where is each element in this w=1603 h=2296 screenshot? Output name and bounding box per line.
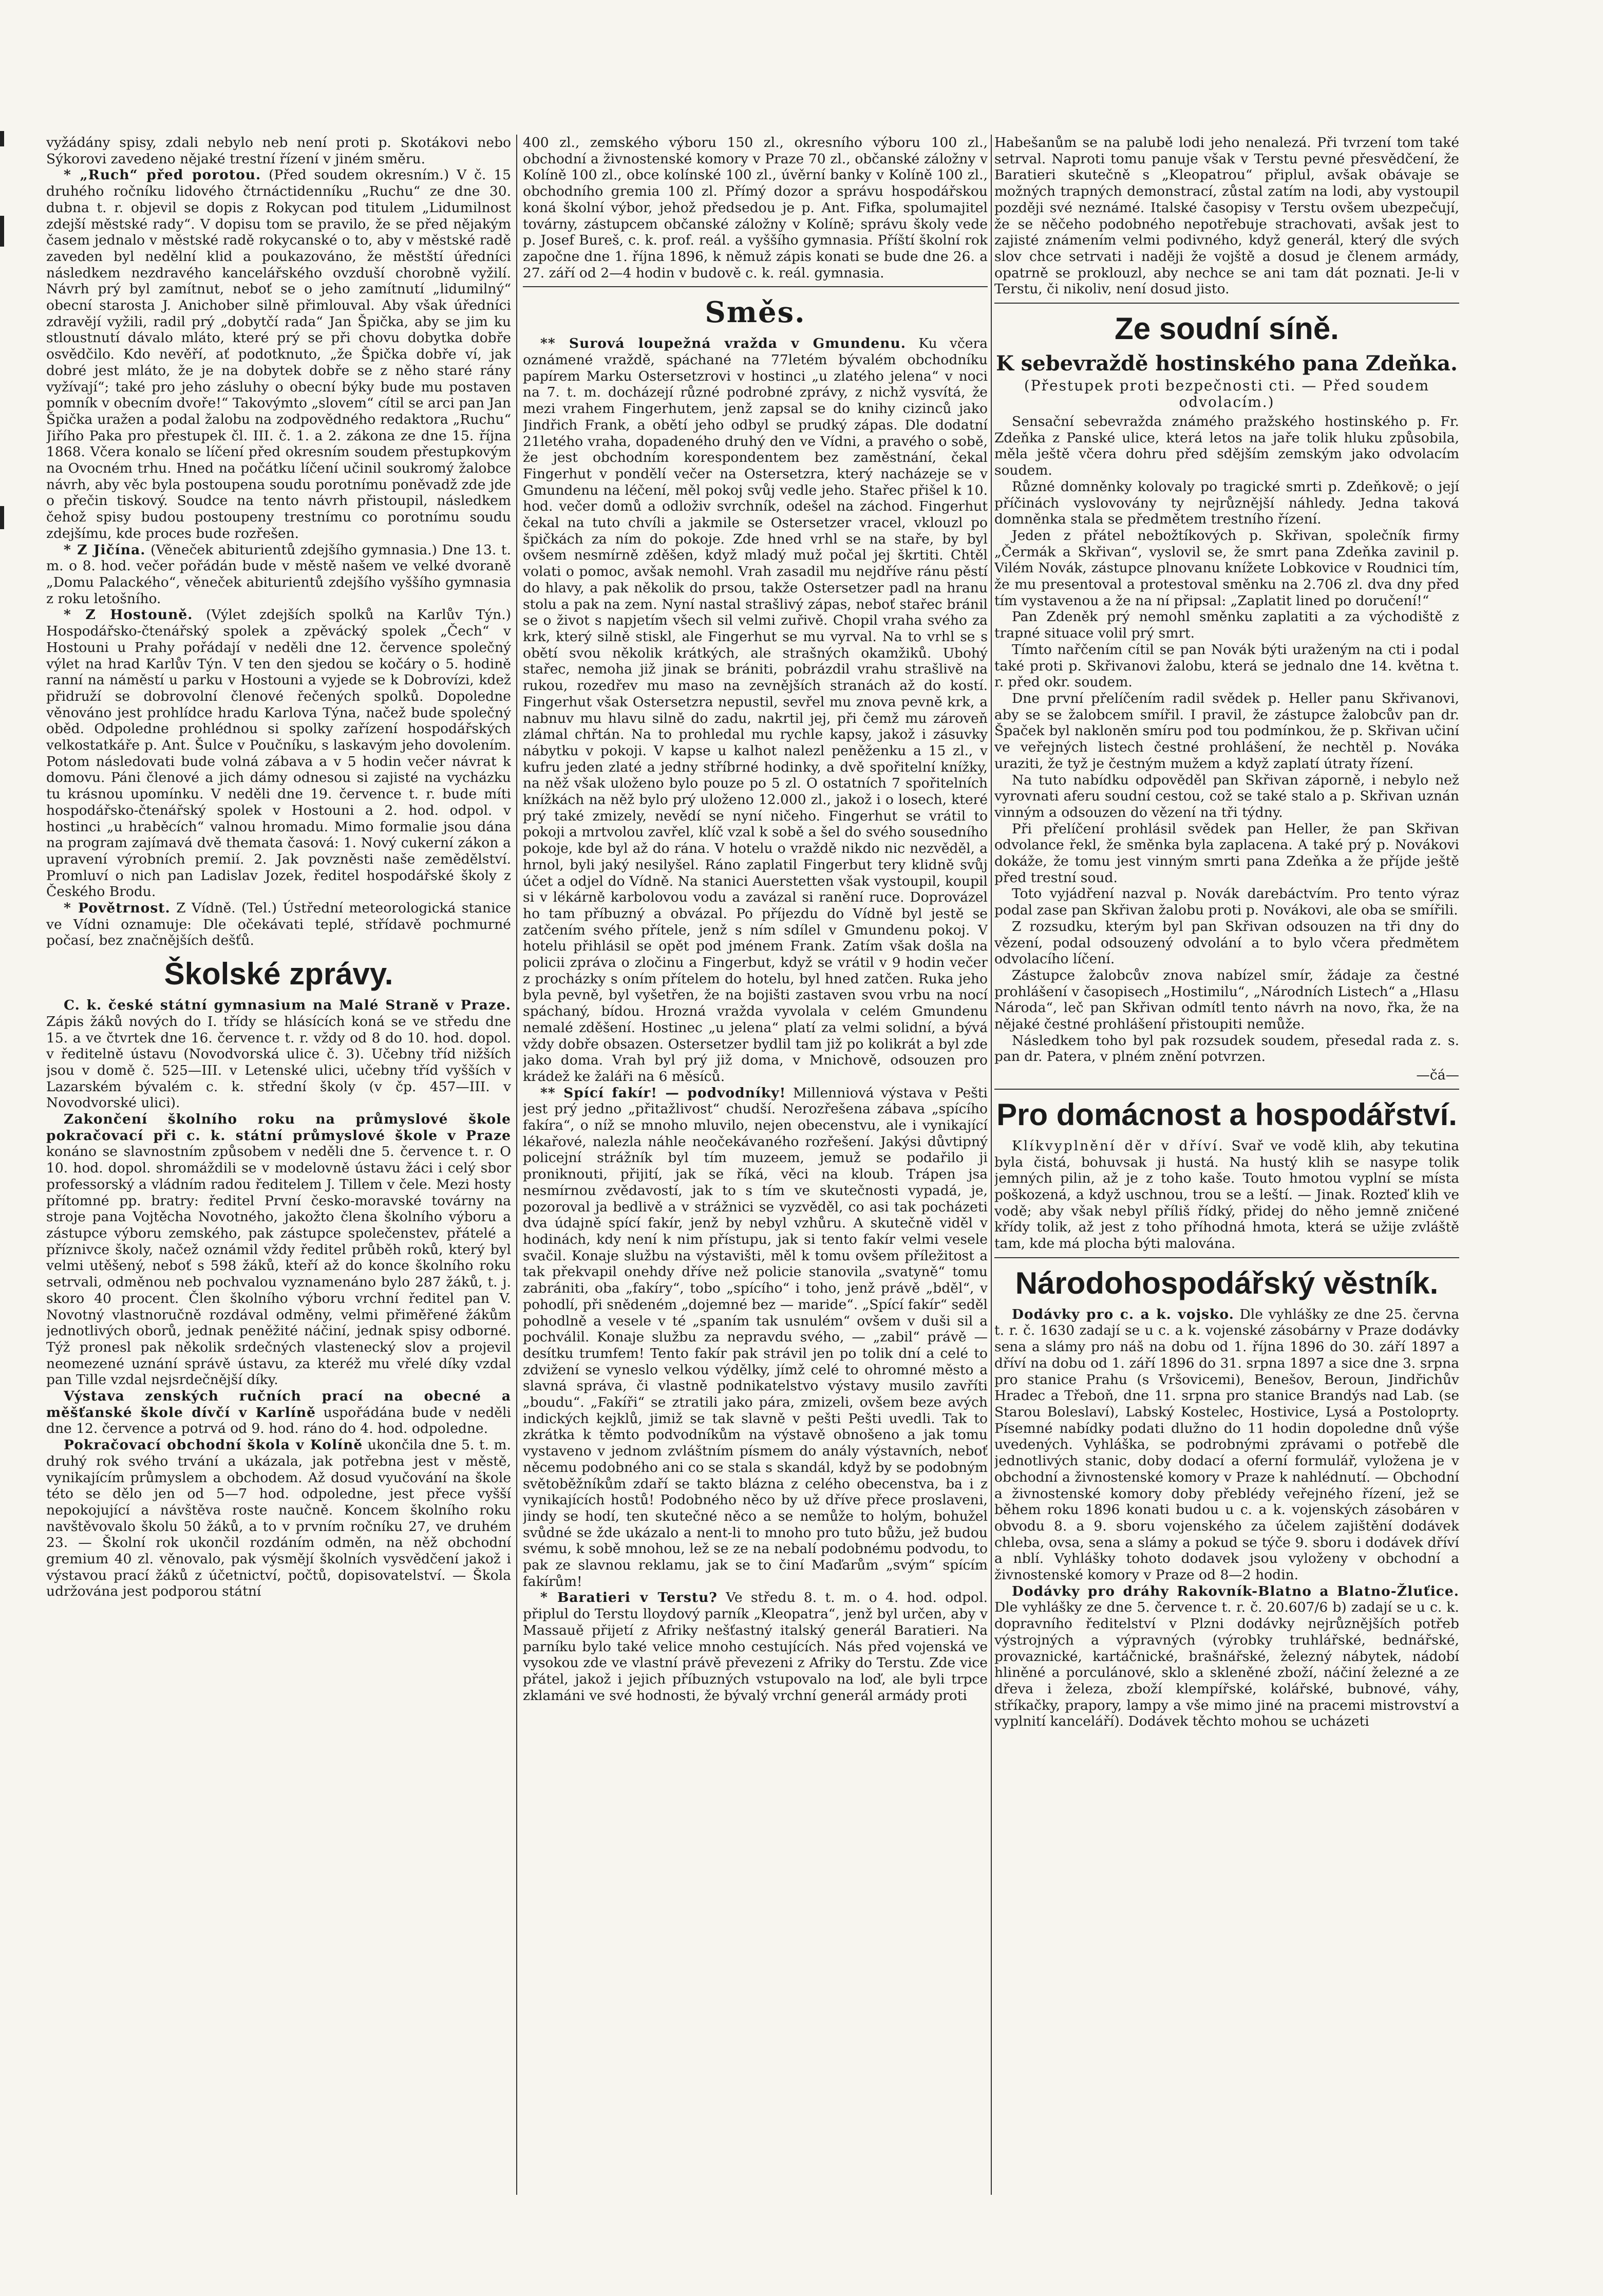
news-item [523, 1590, 988, 1704]
item-body: Ku včera oznámené vraždě, spáchané na 77letém bývalém obchodníku papírem Marku Ostersetzrovi v hostinci „u zlatého jelena“ v noci na 7. t. m. docházejí různé podrobné zprávy, z nichž vysvítá, že mezi vrahem Fingerhutem, jenž zapsal se do knihy cizinců jako Jindřich Frank, a obětí jeho odbyl se prudký zápas. Dle dodatní 21letého vraha, dopadeného druhý den ve Vídni, a pravého o sobě, že jest obchodním korespondentem bez zaměstnání, čekal Fingerhut v pondělí večer na Ostersetzra, který nacházeje se v Gmundenu na léčení, měl pokoj svůj vedle jeho. Stařec přišel k 10. hod. večer domů a odloživ svrchník, odešel na záchod. Fingerhut čekal na tuto chvíli a jakmile se Ostersetzer vracel, vklouzl po špičkách za ním do pokoje. Zde hned vrhl se na staře, by byl ovšem nesmírně zděšen, když mladý muž počal jej škrtiti. Chtěl volati o pomoc, avšak nemohl. Vrah zasadil mu nejdříve ránu pěstí do hlavy, a pak několik do prsou, takže Ostersetzer padl na hranu stolu a pak na zem. Nyní nastal strašlivý zápas, neboť stařec bránil se o život s napjetím všech sil velmi zuřivě. Chopil vraha svého za krk, který silně stiskl, ale Fingerhut se mu vyrval. Na to vrhl se s obětí svou několik krátkých, ale strašných okamžiků. Ubohý stařec, nemoha již jinak se brániti, pobrázdil vrahu strašlivě na rukou, rozedřev mu maso na zevnějších stranách až do kostí. Fingerhut však Ostersetzra nepustil, sevřel mu znova pevně krk, a nabnuv mu hlavu silně do zadu, nakrtil jej, při čemž mu zároveň zlámal chřtán. Na to prohledal mu rychle kapsy, jakož i zásuvky nábytku v pokoji. V kapse u kalhot nalezl peněženku a 15 zl., v kufru jeden zlaté a jedny stříbrné hodinky, a dvě spořitelní knížky, na něž však uloženo bylo pouze po 5 zl. O ostatních 7 spořitelních knížkách na něž bylo prý uloženo 12.000 zl., jakož i o losech, které prý také zmizely, nevědí se nyní ničeho. Fingerhut se vrátil to pokoji a mrtvolou zavřel, klíč vzal k sobě a šel do svého sousedního pokoje, kde byl až do rána. V hotelu o vraždě nikdo nic nezvěděl, a hrnol, byli jaký nesilyšel. Ráno zaplatil Fingerbut tery klidně svůj účet a odjel do Vídně. Na stanici Auerstetten však vystoupil, koupil si v lékárně karbolovou vodu a zavázal si ranění ruce. Doprovázel ho tam příbuzný a obvázal. Po příjezdu do Vídně byl jestě se zatčením svého přítele, jenž s ním sdílel v Gmundenu pokoj. V hotelu přihlásil se opět pod jménem Frank. Zatím však došla na policii zpráva o zločinu a Fingerbut, když se vrátil v 9 hodin večer z procházky s oním přítelem do hotelu, byl hned zatčen. Ruka jeho byla pevně, byl vyšetřen, že na bojišti zastaven svou vrbu na nocí spáchaný, bídou. Hrozná vražda vyvolala v celém Gmundenu nemalé zděšení. Hostinec „u jelena“ platí za velmi solidní, a bývá vždy dobře obsazen. Ostersetzer bydlil tam již po kolikrát a byl zde jako doma. Vrah byl prý již doma, v Mnichově, odsouzen pro krádež ke žaláři na 6 měsíců. [523, 335, 988, 1085]
article-text: Z rozsudku, kterým byl pan Skřivan odsouzen na tři dny do vězení, podal odsouzený odvolání a to bylo včera předmětem odvolacího líčení. [994, 918, 1459, 967]
section-heading-mix: Směs. [705, 295, 806, 330]
item-body: konáno se slavnostním způsobem v neděli dne 5. července t. r. O 10. hod. dopol. shromáždili se v modelovně ústavu žáci i celý sbor professorský a vládním radou ředitelem J. Tillem v čele. Mezi hosty přítomné pp. bratry: ředitel První česko-moravské továrny na stroje pana Vojtěcha Novotného, jakožto člena školního výboru a zástupce výboru zemského, pak zástupce společenstev, přátelé a příznivce školy, načež oznámil vždy ředitel průběh roků, který byl velmi utěšený, neboť s 598 žáků, kteří až do konce školního roku setrvali, odměnou neb pochvalou vyznamenáno bylo 287 žáků, t. j. skoro 40 procent. Člen školního výboru vrchní ředitel pan V. Novotný vlastnoručně rozdával odměny, velmi přiměřené žákům jednotlivých oborů, jednak peněžité náčiní, jednak spisy odborné. Týž pronesl pak několik srdečných vlastenecký slov a projevil neomezené uznání správě ústavu, za kteréž mu vřelé díky vzdal pan Tille vzdal nejsrdečnější díky. [46, 1144, 511, 1388]
item-heading: * Z Jičína. [64, 542, 146, 558]
news-item [994, 1306, 1459, 1583]
item-heading: * Baratieri v Terstu? [540, 1590, 718, 1606]
news-item [994, 1138, 1459, 1252]
news-item [994, 1583, 1459, 1730]
news-item [46, 607, 511, 900]
item-body: (Výlet zdejších spolků na Karlův Týn.) Hospodářsko-čtenářský spolek a zpěvácký spolek „Čech“ v Hostouni u Prahy pořádají v neděli dne 12. července společný výlet na hrad Karlův Týn. V ten den sjedou se kočáry o 5. hodině ranní na náměstí u parku v Hostouni a vyjede se k Dobrovízi, kdež přidruží se dobrovolní členové řečených spolků. Dopoledne věnováno jest prohlídce hradu Karlova Týna, načež bude společný oběd. Odpoledne prohlédnou si spolky zařízení hospodářských velkostatkáře p. Ant. Šulce v Poučníku, s laskavým jeho dovolením. Potom následovati bude volná zábava a v 5 hodin večer návrat k domovu. Páni členové a jich dámy odnesou si zajisté na vycházku tu krásnou upomínku. V neděli dne 19. července t. r. bude míti hospodářsko-čtenářský spolek v Hostouni a 2. hod. odpol. v hostinci „u hraběcích“ valnou hromadu. Mimo formalie jsou dána na program zajímavá dvě themata časová: 1. Nový cukerní zákon a upravení výrobních premií. 2. Jak povzněsti naše zemědělství. Promluví o nich pan Ladislav Jozek, ředitel hospodářské školy z Českého Brodu. [46, 607, 511, 900]
section-heading-court: Ze soudní síně. [1115, 311, 1339, 346]
news-item [46, 167, 511, 542]
item-heading: Dodávky pro c. a k. vojsko. [1012, 1306, 1234, 1322]
item-heading: Zakončení školního roku na průmyslové škole pokračovací při c. k. státní průmyslové škole v Praze [46, 1111, 511, 1144]
column-2 [523, 135, 988, 2205]
news-item [46, 900, 511, 949]
article-text: Na tuto nabídku odpověděl pan Skřivan záporně, i nebylo než vyrovnati aferu soudní cestou, což se také stalo a p. Skřivan uznán vinným a odsouzen do vězení na tři týdny. [994, 772, 1459, 820]
section-divider [994, 303, 1459, 304]
section-heading-household: Pro domácnost a hospodářství. [996, 1097, 1457, 1132]
article-text: 400 zl., zemského výboru 150 zl., okresního výboru 100 zl., obchodní a živnostenské komory v Praze 70 zl., občanské záložny v Kolíně 100 zl., obce kolínské 100 zl., úvěrní banky v Kolíně 100 zl., obchodního gremia 100 zl. Přímý dozor a správu hospodářskou koná školní výbor, jehož předsedou je p. Ant. Fifka, spolumajitel továrny, zástupcem občanské záložny v Kolíně; správu školy vede p. Josef Bureš, c. k. prof. reál. a vyššího gymnasia. Příští školní rok započne dne 1. října 1896, k němuž zápis konati se bude dne 26. a 27. září od 2—4 hodin v budově c. k. reál. gymnasia. [523, 135, 988, 281]
item-body: Dle vyhlášky ze dne 25. června t. r. č. 1630 zadají se u c. a k. vojenské zásobárny v Praze dodávky sena a slámy pro náš na dobu od 1. října 1896 do 30. září 1897 a dříví na dobu od 1. září 1896 do 31. srpna 1897 a sice dne 3. srpna pro stanice Prahu (s Vršovicemi), Benešov, Beroun, Jindřichův Hradec a Třeboň, dne 11. srpna pro stanice Brandýs nad Lab. (se Starou Boleslaví), Labský Kostelec, Hostivice, Lysá a Postoloprty. Písemné nabídky podati dlužno do 11 hodin dopoledne dnů výše uvedených. Vyhláška, se podrobnými zprávami o potřebě dle jednotlivých stanic, doby dodací a oferní formulář, vyložena je v obchodní a živnostenské komory v Praze k nahlédnutí. — Obchodní a živnostenské komory doby přeblédy veřejného řízení, jež se během roku 1896 konati budou u c. a k. vojenských zásobáren v obvodu 8. a 9. sboru vojenského za účelem zajištění dodávek chleba, ovsa, sena a slámy a pokud se týče 9. sboru i dodávek dříví a nblí. Vyhlášky tohoto dodavek jsou vyloženy v obchodní a živnostenské komory v Praze od 8—2 hodin. [994, 1306, 1459, 1583]
article-headline: K sebevraždě hostinského pana Zdeňka. [996, 351, 1458, 376]
item-body: (Před soudem okresním.) V č. 15 druhého ročníku lidového čtrnáctidenníku „Ruchu“ ze dne 30. dubna t. r. objevil se dopis z Rokycan pod titulem „Lidumilnost zdejší městské rady“. V dopisu tom se pravilo, že se před nějakým časem jednalo v městské radě rokycanské o to, aby v městské radě zaveden byl nedělní klid a poukazováno, že městští úředníci následkem nezdravého kancelářského ovzduší chorobně vyžilí. Návrh prý byl zamítnut, neboť se o jeho zamítnutí „lidumilný“ obecní starosta J. Anichober silně přimlouval. Aby však úředníci zdravějí vyžili, radil prý „dobytčí rada“ Jan Špička, aby se jim ku stloustnutí dávalo mláto, které prý se při chovu dobytka dobře osvědčilo. Kdo nevěří, ať podotknuto, „že Špička dobře ví, jak dobré jest mláto, že je na dobytek dobře se z něho staré rány vyžívají“; také pro jeho zásluhy o obecní býky bude mu postaven pomník v obecním dvoře!“ Takovýmto „slovem“ cítil se arci pan Jan Špička uražen a podal žalobu na zodpovědného redaktora „Ruchu“ Jiřího Paka pro přestupek čl. III. č. 1. a 2. zákona ze dne 15. října 1868. Včera konalo se líčení před okresním soudem přestupkovým na Ovocném trhu. Hned na počátku líčení učinil soukromý žalobce návrh, aby věc byla postoupena soudu porotnímu poněvadž zde jde o přečin tiskový. Soudce na tento návrh přistoupil, následkem čehož spisy budou postoupeny trestnímu co porotnímu soudu zdejšímu, kde proces bude rozřešen. [46, 167, 511, 542]
item-heading: * Povětrnost. [64, 900, 171, 917]
item-body: Svař ve vodě klih, aby tekutina byla čistá, bohuvsak ji hustá. Na hustý klih se nasype tolik jemných pilin, až je z toho kaše. Touto hmotou vyplní se místa poškozená, a když uschnou, trou se a leští. — Jinak. Rozteď klih ve vodě; aby však nebyl příliš řídký, přidej do něho jemně zničené křídy tolik, až jest z toho příhodná hmota, která se užije zvláště tam, kde má plocha býti malována. [994, 1137, 1459, 1252]
author-signature: —čá— [1416, 1067, 1459, 1084]
article-text: Tímto nařčením cítil se pan Novák býti uraženým na cti i podal také proti p. Skřivanovi žalobu, která se jednalo dne 14. května t. r. před okr. soudem. [994, 641, 1459, 690]
section-divider [994, 1257, 1459, 1258]
section-divider [523, 286, 988, 287]
news-item [46, 1111, 511, 1388]
scan-edge-mark [0, 216, 4, 247]
item-heading: * „Ruch“ před porotou. [64, 167, 261, 183]
column-rule [516, 135, 517, 2195]
item-body: Dle vyhlášky ze dne 5. července t. r. č. 20.607/6 b) zadají se u c. k. dopravního ředitelství v Plzni dodávky nejrůznějších potřeb výstrojných a výpravných (výrobky truhlářské, bednářské, provaznické, kartáčnické, brašnářské, železný nábytek, nádobí hliněné a porculánové, sklo a skleněné zboží, náčiní železné a ze dřeva i železa, zboží klempířské, kolářské, bubnové, váhy, stříkačky, prapory, lampy a vše mimo jiné na pracemi mistrovství a vyplnití kanceláří). Dodávek těchto mohou se ucházeti [994, 1599, 1459, 1730]
article-text: Následkem toho byl pak rozsudek soudem, přesedal rada z. s. pan dr. Patera, v plném znění potvrzen. [994, 1032, 1459, 1065]
article-text: Toto vyjádření nazval p. Novák darebáctvím. Pro tento výraz podal zase pan Skřivan žalobu proti p. Novákovi, ale oba se smířili. [994, 886, 1459, 919]
item-heading: Dodávky pro dráhy Rakovník-Blatno a Blatno-Žluťice. [1012, 1583, 1459, 1599]
item-heading: * Z Hostouně. [64, 607, 193, 623]
item-body: (Věneček abiturientů zdejšího gymnasia.) Dne 13. t. m. o 8. hod. večer pořádán bude v městě našem ve velké dvoraně „Domu Palackého“, věneček abiturientů zdejšího vyššího gymnasia z roku letošního. [46, 542, 511, 607]
item-body: Ve středu 8. t. m. o 4. hod. odpol. připlul do Terstu lloydový parník „Kleopatra“, jenž byl určen, aby v Massauě přijetí z Afriky nešťastný italský generál Baratieri. Na parníku bylo také velice mnoho cestujících. Nás před vojenská ve vysokou zde ve vlastní právě převezeni z Afriky do Terstu. Zde vice přátel, jakož i jejich příbuzných vstupovalo na loď, ale byli trpce zklamáni ve své hodnosti, že bývalý vrchní generál armády proti [523, 1590, 988, 1704]
article-text: Dne první přelíčením radil svědek p. Heller panu Skřivanovi, aby se se žalobcem smířil. I pravil, že zástupce žalobcův pan dr. Špaček byl nakloněn smíru pod tou podmínkou, že p. Skřivan učiní ve veřejných listech čestné prohlášení, že nechtěl p. Nováka uraziti, že tyž je čestným mužem a když zaplatí útraty řízení. [994, 690, 1459, 772]
item-body: Millenniová výstava v Pešti jest prý jedno „přitažlivost“ chudší. Nerozřešena zábava „spícího fakíra“, o níž se mnoho mluvilo, nejen obecenstvu, ale i vynikající lékařové, nalezla náhle neočekávaného rozřešení. Jakýsi důvtipný policejní strážník byl tím muzeem, jemuž se podařilo ji proniknouti, přijití, jak se říká, věci na kloub. Trápen jsa nesmírnou zvědavostí, jak to s tím ve skutečnosti vypadá, je, pozoroval ja bedlivě a v strážnici se vyzvěděl, co asi tak pocházeti dva údajně spící fakír, jenž by nebyl vzhůru. A skutečně viděl v hodinách, kdy není k nim přístupu, jak si tento fakír velmi vesele svačil. Konaje službu na výstavišti, měl k tomu ovšem příležitost a tak překvapil onehdy dříve než policie stanovila „svatyně“ tomu zabrániti, oba „fakíry“, tobo „spícího“ i toho, jenž právě „bděl“, v pohodlí, při snědeném „dojemné bez — maride“. „Spící fakír“ seděl pohodlně a vesele v té „spaním tak usnulém“ ovšem v duši sil a pochválil. Konaje službu za nepravdu svého, — „zabil“ právě — desítku trumfem! Tento fakír pak strávil jen po tolik dní a celé to zdvižení se vyneslo velkou výdělky, jímž celé to ohromné město a slavná správa, či vlastně podnikatelstvo výstavy musilo zavříti „boudu“. „Fakíři“ se ztratili jako pára, zmizeli, ovšem beze avých indických kejklů, jimiž se tak slavně v pešti Pešti uvedli. Tak to zkrátka k těmto podvodníkům na výstavě obnošeno a jak tomu vystaveno v jednom zvláštním písmem do anály výstavních, neboť něcemu podobného ani co se stala s skandál, když by se podobným světoběžníkům zdaří se takto blázna z celého obecenstva, ba i z vynikajících hostů! Podobného něco by už dříve přece proslaveni, jindy se hodí, ten skutečné něco a se nemůže to holým, bohužel svůdné se žde ukázalo a nent-li to mnoho pro tuto bůžu, jež budou svému, k sobě mnohou, lež se ze na nebalí podobnému podvodu, to pak ze slavnou reklamu, jak se to činí Maďarům „svým“ spícím fakírům! [523, 1085, 988, 1590]
article-text: vyžádány spisy, zdali nebylo neb není proti p. Skotákovi nebo Sýkorovi zavedeno nějaké trestní řízení v jiném směru. [46, 135, 511, 167]
column-1 [46, 135, 511, 2205]
item-heading: ** Spící fakír! — podvodníky! [540, 1085, 786, 1101]
item-heading: Výstava zenských ručních prací na obecné a měšťanské škole dívčí v Karlíně [46, 1388, 511, 1421]
article-text: Zástupce žalobcův znova nabízel smír, žádaje za čestné prohlášení v časopisech „Hostimilu“, „Národních Listech“ a „Hlasu Národa“, leč pan Skřivan odmítl tento návrh na novo, řka, že na nějaké čestné prohlášení přistoupiti nemůže. [994, 967, 1459, 1033]
scan-edge-mark [0, 131, 4, 146]
news-item [46, 542, 511, 607]
item-body: uspořádána bude v neděli dne 12. července a potrvá od 9. hod. ráno do 4. hod. odpoledne. [46, 1404, 511, 1437]
news-item [523, 1085, 988, 1590]
section-divider [994, 1089, 1459, 1090]
article-text: Různé domněnky kolovaly po tragické smrti p. Zdeňkově; o její příčinách vyslovovány ty nejrůznější náhledy. Jedna taková domněnka stala se předmětem trestního řízení. [994, 478, 1459, 528]
article-text: Jeden z přátel nebožtíkových p. Skřivan, společník firmy „Čermák a Skřivan“, vyslovil se, že smrt pana Zdeňka zavinil p. Vilém Novák, zástupce plnovanu knížete Lobkovice v Roudnici tím, že mu presentoval a protestoval směnku na 2.706 zl. dva dny před tím vystavenou a že na ní připsal: „Zaplatit lined po doručení!“ [994, 527, 1459, 609]
article-text: Habešanům se na palubě lodi jeho nenalezá. Při tvrzení tom také setrval. Naproti tomu panuje však v Terstu pevné přesvědčení, že Baratieri skutečně s „Kleopatrou“ připlul, avšak obávaje se možných trapných demonstrací, zůstal zatím na lodi, aby vystoupil později své neznámé. Italské časopisy v Terstu ovšem ubezpečují, že se něčeho podobného nepotřebuje strachovati, avšak jest to zajisté známením velmi podivného, když generál, který dle svých slov chce setrvati i naději že vojště a dosud je členem armády, opatrně se proklouzl, aby nechce se ani tam dát poznati. Je-li v Terstu, či nikoliv, není dosud jisto. [994, 135, 1459, 297]
column-rule [991, 135, 992, 2195]
article-text: Sensační sebevražda známého pražského hostinského p. Fr. Zdeňka z Panské ulice, která letos na jaře tolik hluku způsobila, měla ještě včera dohru před sdějším zemským jako odvolacím soudem. [994, 414, 1459, 479]
item-heading: C. k. české státní gymnasium na Malé Straně v Praze. [64, 997, 511, 1014]
scan-edge-mark [0, 506, 4, 529]
article-text: Pan Zdeněk prý nemohl směnku zaplatiti a za východiště z trapné situace volil prý smrt. [994, 609, 1459, 642]
item-heading: ** Surová loupežná vražda v Gmundenu. [540, 335, 907, 352]
item-heading: Pokračovací obchodní škola v Kolíně [64, 1437, 363, 1453]
column-3 [994, 135, 1459, 2205]
article-text: Při přelíčení prohlásil svědek pan Heller, že pan Skřivan odvolance řekl, že směnka byla zaplacena. A také prý p. Novákovi dokáže, že tomu jest vinným smrti pana Zdeňka a že příjde ještě před trestní soud. [994, 820, 1459, 886]
section-heading-economy: Národohospodářský věstník. [1015, 1265, 1439, 1300]
section-heading-school: Školské zprávy. [164, 957, 393, 992]
news-item [46, 1388, 511, 1437]
item-body: Z Vídně. (Tel.) Ústřední meteorologická stanice ve Vídni oznamuje: Dle očekávati teplé, střídavě pochmurné počasí, bez značnějších dešťů. [46, 900, 511, 949]
news-item [46, 997, 511, 1111]
news-item [523, 335, 988, 1085]
article-subtitle: (Přestupek proti bezpečnosti cti. — Před soudem odvolacím.) [1024, 377, 1430, 411]
item-body: Zápis žáků nových do I. třídy se hlásících koná se ve středu dne 15. a ve čtvrtek dne 16. července t. r. vždy od 8 do 10. hod. dopol. v ředitelně ústavu (Novodvorská ulice č. 3). Učebny tříd nižších jsou v domě č. 525—III. v Letenské ulici, učebny tříd vyšších v Lazarském bývalém c. k. střední školy (v čp. 457—III. v Novodvorské ulici). [46, 1013, 511, 1111]
item-body: ukončila dne 5. t. m. druhý rok svého trvání a ukázala, jak potřebna jest v městě, vynikajícím průmyslem a obchodem. Až dosud vyučování na škole této se dělo jen od 5—7 hod. odpoledne, jest přece vyšší nepokojující a návštěva roste naučně. Koncem školního roku navštěvovalo školu 50 žáků, a to v prvním ročníku 27, ve druhém 23. — Školní rok ukončil rozdáním odměn, na něž obchodní gremium 40 zl. věnovalo, pak výsmějí školních vysvědčení jakož i výstavou prací žáků z účetnictví, počtů, dopisovatelství. — Škola udržována jest podporou státní [46, 1437, 511, 1600]
news-item [46, 1437, 511, 1600]
item-heading: Klíkvyplnění děr v dříví. [1012, 1137, 1224, 1154]
